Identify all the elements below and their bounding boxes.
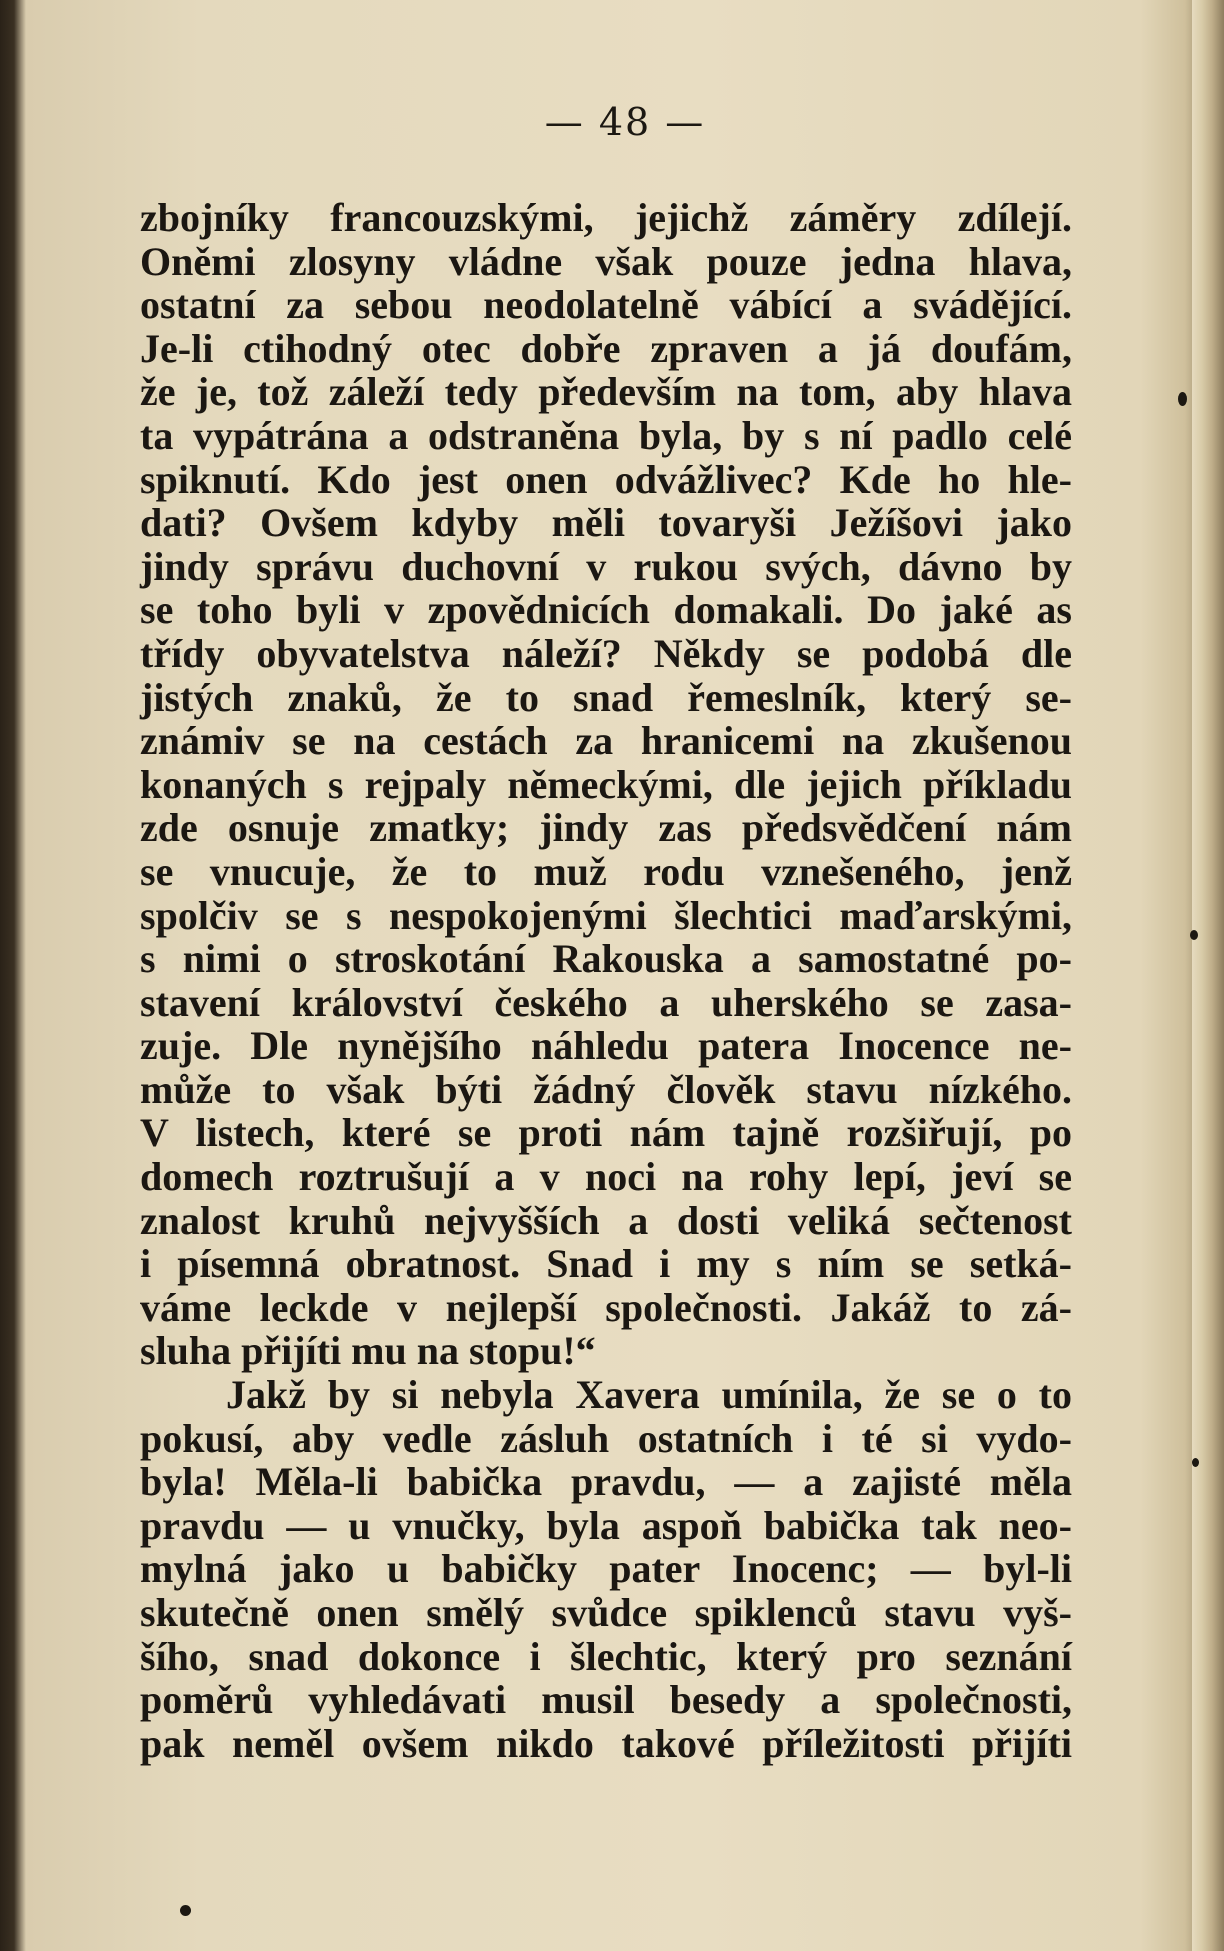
text-line: konaných s rejpaly německými, dle jejich příkladu [140,761,1072,807]
text-line: domech roztrušují a v noci na rohy lepí, jeví se [140,1154,1072,1200]
text-line: se vnucuje, že to muž rodu vznešeného, jenž [140,848,1072,894]
text-line: znalost kruhů nejvyšších a dosti veliká sečtenost [140,1197,1072,1243]
text-line: že je, tož záleží tedy především na tom, aby hlava [140,369,1072,415]
page-edge [1192,0,1224,1951]
text-line: s nimi o stroskotání Rakouska a samostatné po- [140,936,1072,982]
text-line: i písemná obratnost. Snad i my s ním se setká- [140,1241,1072,1287]
text-line: V listech, které se proti nám tajně rozšiřují, po [140,1110,1072,1156]
text-line: zbojníky francouzskými, jejichž záměry zdílejí. [140,195,1072,240]
text-line: Je-li ctihodný otec dobře zpraven a já doufám, [140,325,1072,371]
text-line: pak neměl ovšem nikdo takové příležitosti přijíti [140,1720,1072,1766]
text-line: stavení království českého a uherského se zasa- [140,979,1072,1025]
ink-speck [180,1905,191,1916]
text-line: dati? Ovšem kdyby měli tovaryši Ježíšovi jako [140,500,1072,546]
page-number: — 48 — [544,100,706,144]
text-line: pravdu — u vnučky, byla aspoň babička tak neo- [140,1502,1072,1548]
text-line: Oněmi zlosyny vládne však pouze jedna hlava, [140,238,1072,284]
text-line: spiknutí. Kdo jest onen odvážlivec? Kde ho hle- [140,456,1072,502]
ink-speck [1190,930,1198,940]
text-line: zuje. Dle nynějšího náhledu patera Inocence ne- [140,1023,1072,1069]
text-line: mylná jako u babičky pater Inocenc; — byl-li [140,1546,1072,1592]
text-line: váme leckde v nejlepší společnosti. Jakáž to zá- [140,1284,1072,1330]
text-line: ta vypátrána a odstraněna byla, by s ní padlo celé [140,412,1072,458]
text-line: jindy správu duchovní v rukou svých, dávno by [140,543,1072,589]
text-line: poměrů vyhledávati musil besedy a společnosti, [140,1677,1072,1723]
text-line: se toho byli v zpovědnicích domakali. Do jaké as [140,587,1072,633]
text-line: spolčiv se s nespokojenými šlechtici maďarskými, [140,892,1072,938]
text-line: jistých znaků, že to snad řemeslník, který se- [140,674,1072,720]
text-line: pokusí, aby vedle zásluh ostatních i té si vydo- [140,1415,1072,1461]
text-line: může to však býti žádný člověk stavu nízkého. [140,1066,1072,1112]
text-line: skutečně onen smělý svůdce spiklenců stavu vyš- [140,1590,1072,1635]
text-line: sluha přijíti mu na stopu!“ [140,1328,596,1374]
text-line: zde osnuje zmatky; jindy zas předsvědčení nám [140,805,1072,851]
text-line: třídy obyvatelstva náleží? Někdy se podobá dle [140,630,1072,676]
ink-speck [1192,1458,1199,1467]
text-line: známiv se na cestách za hranicemi na zkušenou [140,718,1072,764]
ink-speck [1178,392,1187,406]
body-text [140,196,1072,1765]
text-line: byla! Měla-li babička pravdu, — a zajisté měla [140,1459,1072,1505]
text-line: šího, snad dokonce i šlechtic, který pro seznání [140,1633,1072,1679]
text-line: ostatní za sebou neodolatelně vábící a svádějící. [140,282,1072,328]
text-line: Jakž by si nebyla Xavera umínila, že se o to [226,1372,1072,1418]
